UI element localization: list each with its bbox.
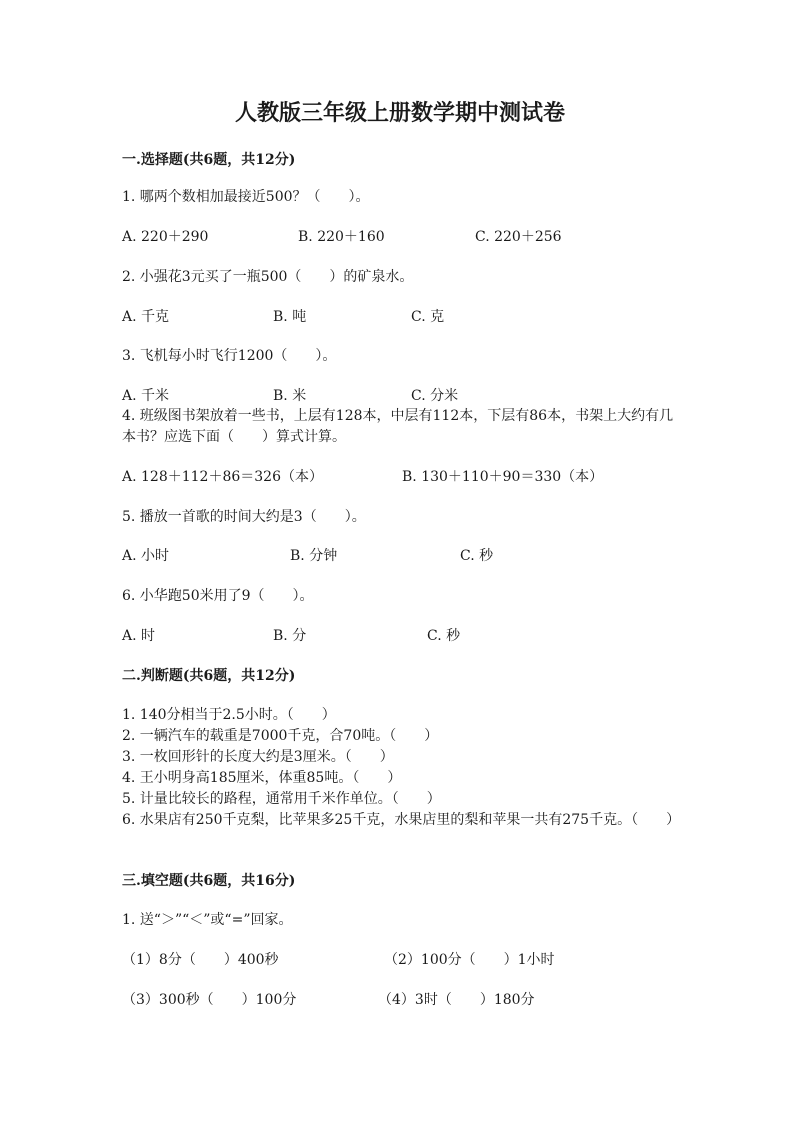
fill-blank-item: （4）3时（ ）180分 [378,992,535,1008]
list-item: 1. 140分相当于2.5小时。（ ） [122,707,336,723]
section-heading-judge: 二.判断题(共6题，共12分) [122,668,296,684]
fill-blank-item: （1）8分（ ）400秒 [122,952,279,968]
option-a: A. 128＋112＋86＝326（本） [122,469,323,485]
section-heading-fill: 三.填空题(共6题，共16分) [122,873,296,889]
option-b: B. 分钟 [290,548,338,564]
option-b: B. 220＋160 [298,229,385,245]
option-a: A. 小时 [122,548,170,564]
option-b: B. 米 [273,388,307,404]
page-title: 人教版三年级上册数学期中测试卷 [234,100,565,126]
option-a: A. 千米 [122,388,170,404]
option-b: B. 130＋110＋90＝330（本） [402,469,604,485]
option-c: C. 分米 [411,388,459,404]
option-c: C. 220＋256 [475,229,562,245]
option-b: B. 吨 [273,309,307,325]
question-text: 1. 送“＞”“＜”或“=”回家。 [122,912,293,928]
list-item: 2. 一辆汽车的载重是7000千克，合70吨。（ ） [122,728,439,744]
list-item: 4. 王小明身高185厘米，体重85吨。（ ） [122,770,402,786]
option-c: C. 克 [411,309,445,325]
question-text: 2. 小强花3元买了一瓶500（ ）的矿泉水。 [122,269,414,285]
section-heading-choice: 一.选择题(共6题，共12分) [122,152,296,168]
option-a: A. 时 [122,628,156,644]
option-a: A. 千克 [122,309,170,325]
list-item: 3. 一枚回形针的长度大约是3厘米。（ ） [122,749,394,765]
fill-blank-item: （2）100分（ ）1小时 [384,952,555,968]
list-item: 6. 水果店有250千克梨，比苹果多25千克，水果店里的梨和苹果一共有275千克。（ ） [122,812,681,828]
fill-blank-item: （3）300秒（ ）100分 [122,992,297,1008]
question-text: 4. 班级图书架放着一些书，上层有128本，中层有112本，下层有86本，书架上大约有几本书？应选下面（ ）算式计算。 [122,408,674,445]
option-b: B. 分 [273,628,307,644]
question-text: 5. 播放一首歌的时间大约是3（ ）。 [122,509,366,525]
question-text: 3. 飞机每小时飞行1200（ ）。 [122,348,337,364]
list-item: 5. 计量比较长的路程，通常用千米作单位。（ ） [122,791,441,807]
option-c: C. 秒 [460,548,494,564]
question-text: 6. 小华跑50米用了9（ ）。 [122,588,314,604]
option-c: C. 秒 [427,628,461,644]
option-a: A. 220＋290 [122,229,209,245]
question-text: 1. 哪两个数相加最接近500？（ ）。 [122,189,370,205]
